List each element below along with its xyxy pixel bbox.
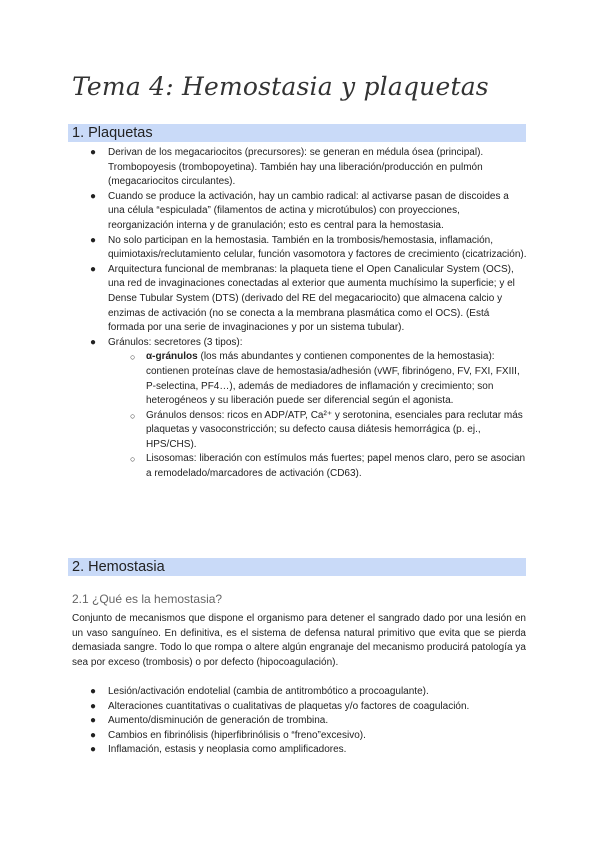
hemostasia-paragraph: Conjunto de mecanismos que dispone el organismo para detener el sangrado dado por una lesión en un vaso sanguíneo. En definitiva, es el sistema de defensa natural primitivo que evita que se pierda demasiada sangre. Todo lo que rompa o altere algún engranaje del mecanismo producirá patología ya sea por exceso (trombosis) o por defecto (hipocoagulación). — [72, 613, 526, 668]
plaquetas-list — [0, 146, 600, 482]
bullet-icon: ● — [90, 147, 97, 158]
sub-list-item: ○ Gránulos densos: ricos en ADP/ATP, Ca²⁺ y serotonina, esenciales para reclutar más plaquetas y vasoconstricción; su defecto causa diátesis hemorrágica (p. ej., HPS/CHS). — [130, 409, 523, 450]
list-item: ● Lesión/activación endotelial (cambia de antitrombótico a procoagulante). — [0, 685, 600, 700]
list-item: ● Aumento/disminución de generación de trombina. — [0, 714, 600, 729]
bullet-icon: ● — [90, 715, 97, 727]
section-heading-hemostasia: 2. Hemostasia — [68, 558, 526, 576]
list-item: ● Inflamación, estasis y neoplasia como amplificadores. — [0, 743, 600, 758]
bullet-icon: ● — [90, 744, 97, 756]
bullet-icon: ● — [90, 263, 97, 275]
subsection-heading: 2.1 ¿Qué es la hemostasia? — [72, 592, 223, 606]
bullet-icon: ● — [90, 729, 97, 741]
bullet-icon: ● — [90, 190, 97, 202]
hollow-bullet-icon: ○ — [130, 352, 136, 363]
list-item: ● Gránulos: secretores (3 tipos): ○ α-gránulos (los más abundantes y contienen componentes de la hemostasia): contienen proteínas clave de hemostasia/adhesión (vWF, fibrinógeno, FV, FXI, FXIII, P-selectina, PF4…), además de mediadores de inflamación y crecimiento; son heterogéneos y su liberación puede ser diferencial según el agonista. ○ Gránulos densos: ricos en ADP/ATP, Ca²⁺ y serotonina, esenciales para reclutar más plaquetas y vasoconstricción; su defecto causa diátesis hemorrágica (p. ej., HPS/CHS). ○ Lisosomas: liberación con estímulos más fuertes; papel menos claro, pero se asocian a remodelado/marcadores de activación (CD63). — [0, 336, 600, 482]
bullet-icon: ● — [90, 700, 97, 712]
hollow-bullet-icon: ○ — [130, 454, 136, 465]
sub-list-item: ○ α-gránulos (los más abundantes y contienen componentes de la hemostasia): contienen proteínas clave de hemostasia/adhesión (vWF, fibrinógeno, FV, FXI, FXIII, P-selectina, PF4…), además de mediadores de inflamación y crecimiento; son heterogéneos y su liberación puede ser diferencial según el agonista. — [130, 351, 520, 407]
list-item: ● No solo participan en la hemostasia. También en la trombosis/hemostasia, inflamación, quimiotaxis/reclutamiento celular, función vasomotora y factores de crecimiento (cicatrización). — [90, 234, 527, 261]
list-item: ● Alteraciones cuantitativas o cualitativas de plaquetas y/o factores de coagulación. — [0, 700, 600, 715]
bullet-icon: ● — [90, 686, 97, 697]
document-title: Tema 4: Hemostasia y plaquetas — [72, 72, 489, 101]
hollow-bullet-icon: ○ — [130, 410, 136, 421]
bullet-icon: ● — [90, 234, 97, 246]
sub-list-item: ○ Lisosomas: liberación con estímulos más fuertes; papel menos claro, pero se asocian a remodelado/marcadores de activación (CD63). — [130, 453, 526, 480]
list-item: ● Arquitectura funcional de membranas: la plaqueta tiene el Open Canalicular System (OCS), una red de invaginaciones conectadas al exterior que aumenta muchísimo la superficie; y el Dense Tubular System (DTS) (derivado del RE del megacariocito) que almacena calcio y enzimas de activación (no se conecta a la membrana plasmática como el OCS). (Está formada por una serie de invaginaciones y por un sistema tubular). — [90, 263, 515, 334]
bullet-icon: ● — [90, 336, 97, 348]
list-item: ● Cambios en fibrinólisis (hiperfibrinólisis o “freno”excesivo). — [0, 729, 600, 744]
list-item: ● Derivan de los megacariocitos (precursores): se generan en médula ósea (principal). Trombopoyesis (trombopoyetina). También hay una liberación/producción en pulmón (megacariocitos circulantes). — [90, 147, 484, 188]
section-heading-plaquetas: 1. Plaquetas — [68, 124, 526, 142]
list-item: ● Cuando se produce la activación, hay un cambio radical: al activarse pasan de discoides a una célula “espiculada” (filamentos de actina y microtúbulos) con proyecciones, reorganización interna y de granulación; esto es central para la hemostasia. — [90, 190, 509, 231]
hemostasia-list — [0, 685, 600, 758]
